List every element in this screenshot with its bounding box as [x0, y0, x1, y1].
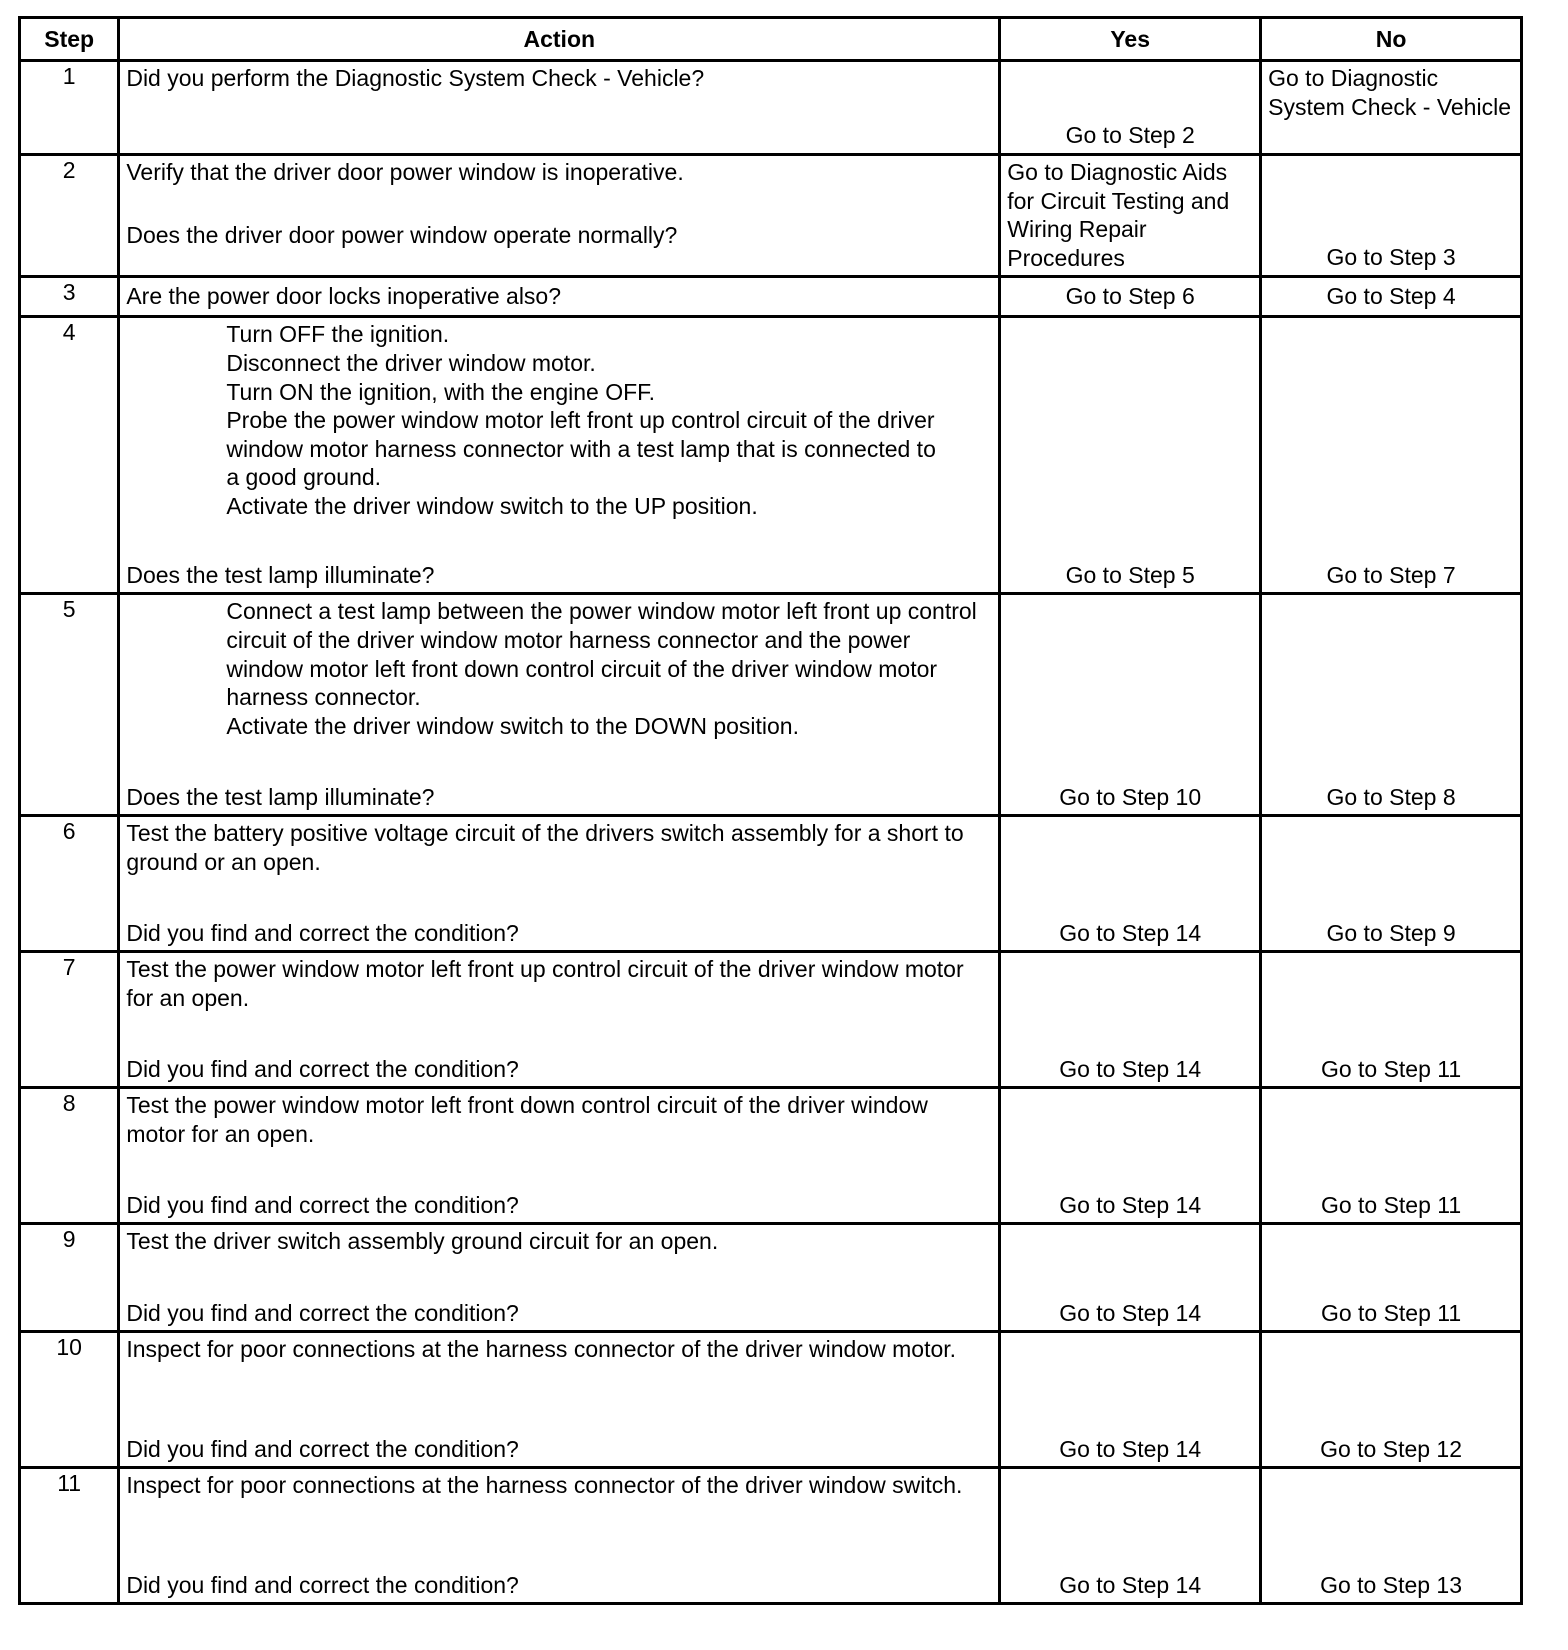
step-number: 1: [20, 61, 119, 155]
action-instruction: Test the power window motor left front up control circuit of the driver window motor for an open.: [126, 956, 964, 1011]
header-action: Action: [119, 18, 1000, 61]
table-row: [20, 155, 1522, 277]
action-question: Did you find and correct the condition?: [126, 1571, 519, 1598]
yes-cell: [1000, 952, 1261, 1088]
header-yes: Yes: [1000, 18, 1261, 61]
action-cell: [119, 1224, 1000, 1332]
step-number: 6: [20, 816, 119, 952]
table-row: [20, 952, 1522, 1088]
header-no: No: [1261, 18, 1522, 61]
header-row: [20, 18, 1522, 61]
action-question: Did you find and correct the condition?: [126, 1055, 519, 1082]
action-cell: [119, 1332, 1000, 1468]
no-cell: [1261, 317, 1522, 594]
action-instruction: Inspect for poor connections at the harness connector of the driver window motor.: [126, 1336, 957, 1363]
yes-link[interactable]: Go to Step 14: [1059, 1055, 1202, 1082]
action-instruction: Turn ON the ignition, with the engine OFF.: [226, 378, 656, 405]
action-instruction: Inspect for poor connections at the harness connector of the driver window switch.: [126, 1472, 963, 1499]
action-instruction: Connect a test lamp between the power window motor left front up control circuit of the driver window motor harness connector and the power window motor left front down control circuit of the driver window motor harness connector.: [226, 598, 977, 711]
step-number: 3: [20, 277, 119, 317]
step-number: 11: [20, 1468, 119, 1604]
no-link[interactable]: Go to Step 4: [1326, 283, 1456, 310]
table-row: [20, 1332, 1522, 1468]
action-question: Did you find and correct the condition?: [126, 919, 519, 946]
step-number: 4: [20, 317, 119, 594]
yes-cell: [1000, 1088, 1261, 1224]
yes-link[interactable]: Go to Step 14: [1059, 1299, 1202, 1326]
yes-cell: [1000, 816, 1261, 952]
action-instruction: Test the driver switch assembly ground circuit for an open.: [126, 1228, 719, 1255]
no-cell: [1261, 277, 1522, 317]
action-instruction: Verify that the driver door power window is inoperative.: [126, 159, 684, 185]
action-cell: [119, 952, 1000, 1088]
table-row: [20, 61, 1522, 155]
no-cell: [1261, 1332, 1522, 1468]
no-link[interactable]: Go to Step 8: [1326, 783, 1456, 810]
no-link[interactable]: Go to Step 9: [1326, 919, 1456, 946]
yes-cell: [1000, 1468, 1261, 1604]
action-question: Are the power door locks inoperative also?: [126, 283, 562, 310]
yes-link[interactable]: Go to Step 6: [1065, 283, 1195, 310]
instruction-list: [126, 597, 992, 740]
action-instruction: Test the battery positive voltage circuit of the drivers switch assembly for a short to ground or an open.: [126, 820, 964, 875]
table-row: [20, 594, 1522, 816]
yes-cell: [1000, 155, 1261, 277]
action-instruction: Test the power window motor left front down control circuit of the driver window motor for an open.: [126, 1092, 928, 1147]
action-cell: [119, 61, 1000, 155]
step-number: 7: [20, 952, 119, 1088]
table-row: [20, 317, 1522, 594]
no-cell: [1261, 1224, 1522, 1332]
step-number: 5: [20, 594, 119, 816]
no-link[interactable]: Go to Step 11: [1320, 1299, 1462, 1326]
no-link[interactable]: Go to Step 3: [1326, 244, 1456, 271]
diagnostic-table: [18, 16, 1523, 1605]
action-cell: [119, 594, 1000, 816]
yes-link[interactable]: Go to Step 2: [1065, 122, 1195, 149]
step-number: 10: [20, 1332, 119, 1468]
yes-link[interactable]: Go to Step 5: [1065, 561, 1195, 588]
table-row: [20, 1088, 1522, 1224]
no-cell: [1261, 1468, 1522, 1604]
action-question: Did you perform the Diagnostic System Check - Vehicle?: [126, 65, 705, 91]
yes-link[interactable]: Go to Step 14: [1059, 1191, 1202, 1218]
action-cell: [119, 1088, 1000, 1224]
yes-cell: [1000, 1332, 1261, 1468]
action-question: Did you find and correct the condition?: [126, 1191, 519, 1218]
action-instruction: Disconnect the driver window motor.: [226, 349, 596, 376]
action-cell: [119, 1468, 1000, 1604]
yes-link[interactable]: Go to Step 14: [1059, 1571, 1202, 1598]
yes-link[interactable]: Go to Step 14: [1059, 919, 1202, 946]
action-cell: [119, 277, 1000, 317]
table-row: [20, 277, 1522, 317]
yes-cell: [1000, 317, 1261, 594]
no-link[interactable]: Go to Step 12: [1320, 1435, 1463, 1462]
table-row: [20, 1468, 1522, 1604]
instruction-list: [126, 320, 992, 520]
no-cell: [1261, 816, 1522, 952]
action-instruction: Probe the power window motor left front up control circuit of the driver window motor harness connector with a test lamp that is connected to a good ground.: [226, 407, 936, 491]
action-question: Does the driver door power window operate normally?: [126, 222, 678, 249]
table-row: [20, 816, 1522, 952]
yes-cell: [1000, 1224, 1261, 1332]
action-question: Does the test lamp illuminate?: [126, 561, 435, 588]
yes-link[interactable]: Go to Step 14: [1059, 1435, 1202, 1462]
yes-link[interactable]: Go to Diagnostic Aids for Circuit Testing and Wiring Repair Procedures: [1007, 159, 1230, 271]
no-cell: [1261, 61, 1522, 155]
action-instruction: Turn OFF the ignition.: [226, 321, 450, 348]
action-question: Did you find and correct the condition?: [126, 1299, 519, 1326]
action-question: Does the test lamp illuminate?: [126, 783, 435, 810]
table-row: [20, 1224, 1522, 1332]
step-number: 9: [20, 1224, 119, 1332]
action-instruction: Activate the driver window switch to the DOWN position.: [226, 712, 799, 739]
no-link[interactable]: Go to Diagnostic System Check - Vehicle: [1268, 65, 1511, 120]
action-question: Did you find and correct the condition?: [126, 1435, 519, 1462]
action-instruction: Activate the driver window switch to the UP position.: [226, 492, 758, 519]
no-link[interactable]: Go to Step 11: [1320, 1055, 1462, 1082]
no-link[interactable]: Go to Step 13: [1320, 1571, 1463, 1598]
yes-cell: [1000, 61, 1261, 155]
yes-link[interactable]: Go to Step 10: [1059, 783, 1202, 810]
no-cell: [1261, 594, 1522, 816]
step-number: 8: [20, 1088, 119, 1224]
no-link[interactable]: Go to Step 7: [1326, 561, 1456, 588]
step-number: 2: [20, 155, 119, 277]
header-step: Step: [20, 18, 119, 61]
action-cell: [119, 317, 1000, 594]
action-cell: [119, 155, 1000, 277]
yes-cell: [1000, 594, 1261, 816]
no-cell: [1261, 952, 1522, 1088]
no-cell: [1261, 1088, 1522, 1224]
no-link[interactable]: Go to Step 11: [1320, 1191, 1462, 1218]
no-cell: [1261, 155, 1522, 277]
action-cell: [119, 816, 1000, 952]
yes-cell: [1000, 277, 1261, 317]
